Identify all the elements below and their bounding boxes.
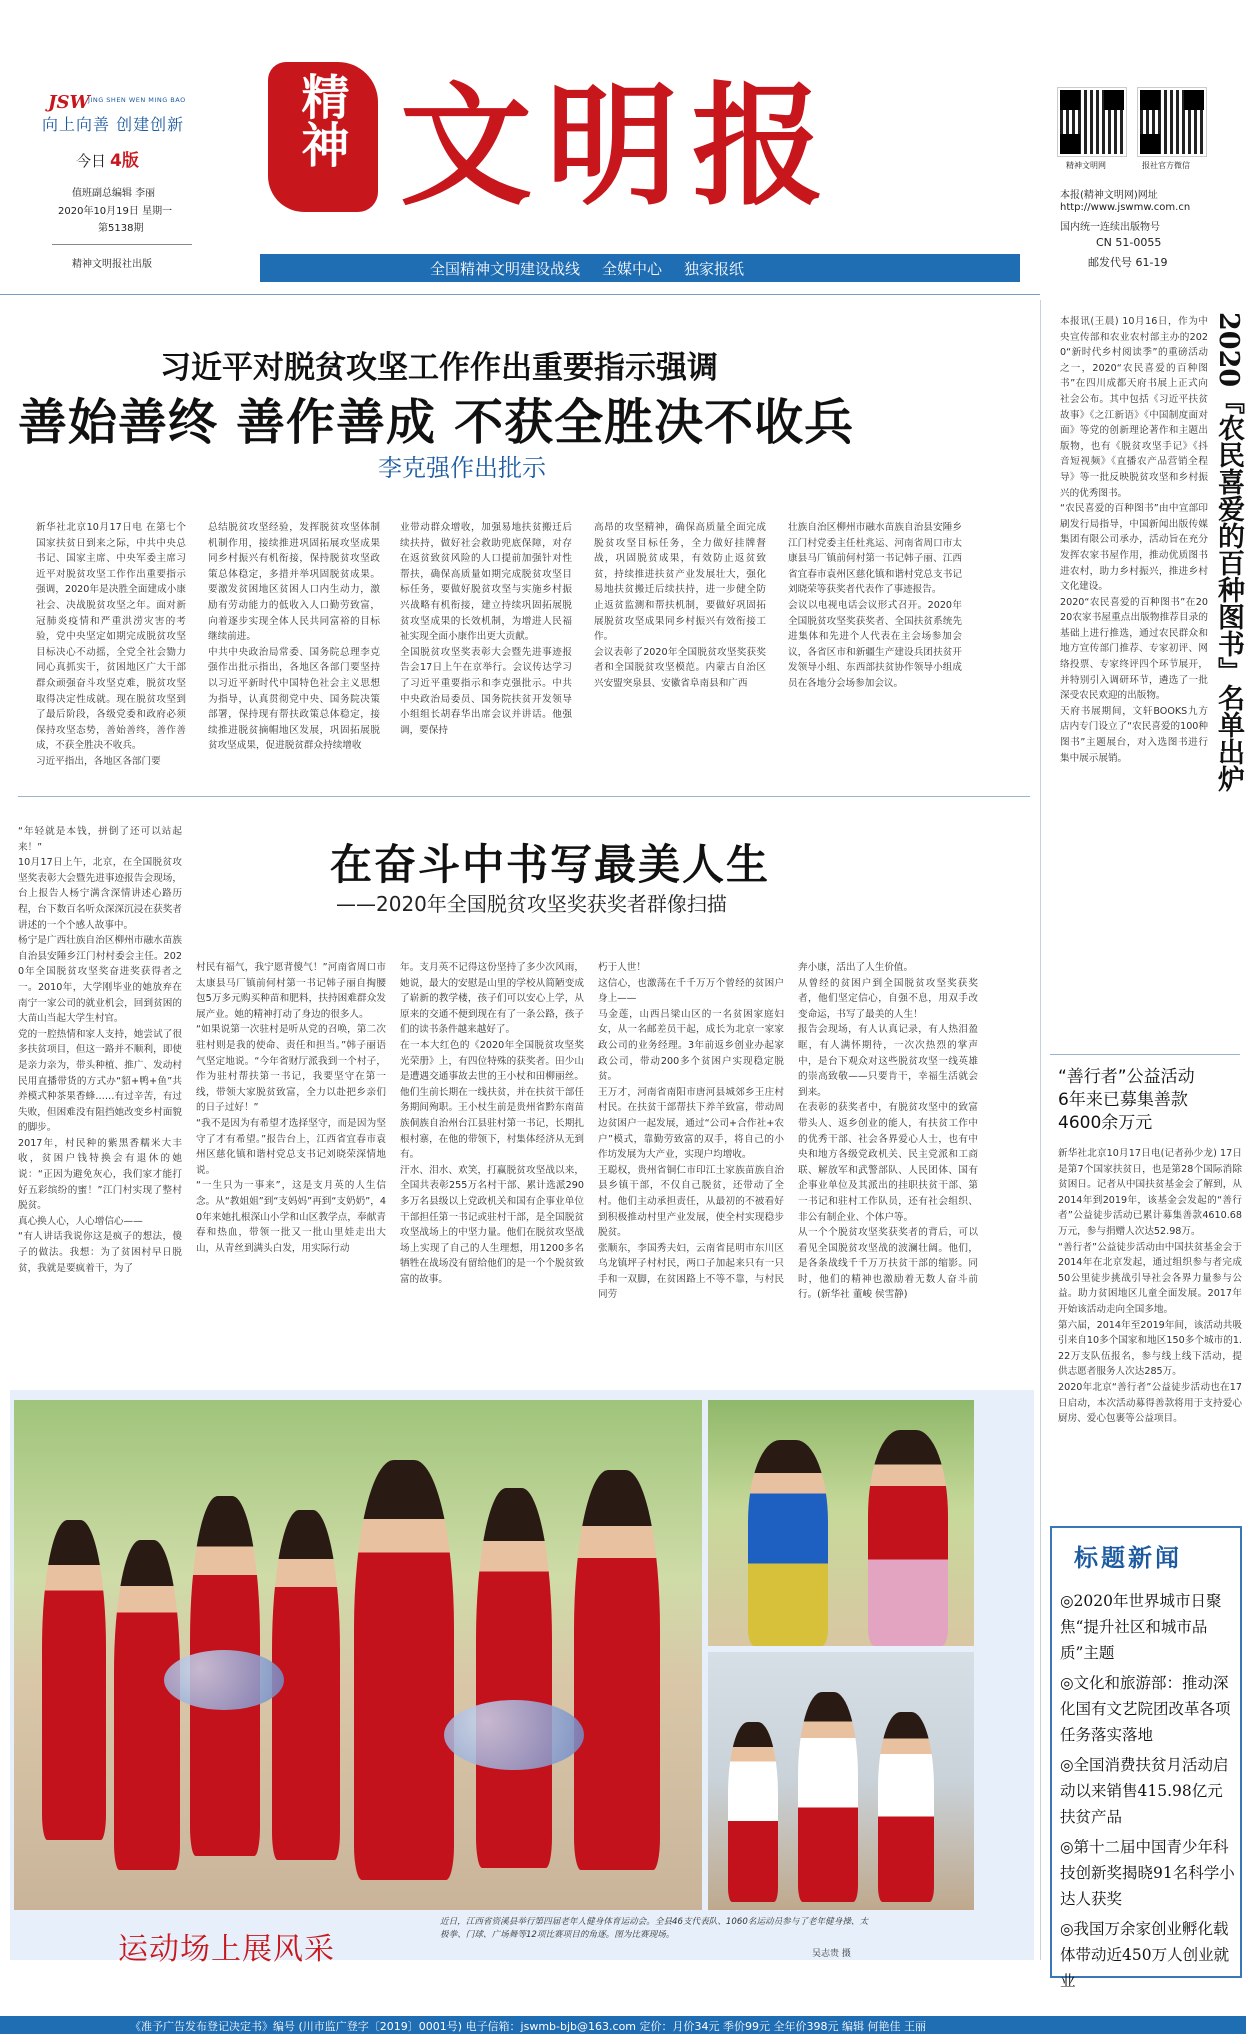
feature-column-2: 年。支月英不记得这份坚持了多少次风雨，她说，最大的安慰是山里的学校从简陋变成了崭新的教学楼，孩子们可以安心上学，从原来的交通不便到现在有了一条公路，孩子们的读书条件越来越好了。 在一本大红色的《2020年全国脱贫攻坚奖光荣册》上，有四位特殊的获奖者。田少山是遭遇交通事故去世的王小杖和田柳丽丝。他们生前长期在一线扶贫，并在扶贫干部任务期间殉职。王小杖生前是贵州省黔东南苗族侗族自治州台江县驻村第一书记，长期扎根村寨，在他的带领下，村集体经济从无到有。 汗水、泪水、欢笑，打赢脱贫攻坚战以来，全国共表彰255万名村干部、累计选派290多万名县级以上党政机关和国有企事业单位干部担任第一书记或驻村干部，是全国脱贫攻坚战场上的中坚力量。他们在脱贫攻坚战场上实现了自己的人生理想，用1200多名牺牲在战场没有留给他们的是一个个脱贫致富的故事。 (400, 962, 584, 1285)
lead-kicker: 习近平对脱贫攻坚工作作出重要指示强调 (160, 350, 718, 386)
brief-item[interactable]: ◎2020年世界城市日聚焦“提升社区和城市品质”主题 (1060, 1592, 1222, 1662)
cn-label: 国内统一连续出版物号 (1060, 222, 1160, 233)
qr-caption-website: 精神文明网 (1066, 161, 1106, 170)
briefs-heading: 标题新闻 (1074, 1543, 1182, 1572)
feature-column-3: 朽于人世！ 这信心，也激荡在千千万万个曾经的贫困户身上—— 马金莲，山西吕梁山区的一名贫困家庭妇女，从一名邮差员干起，成长为北京一家家政公司的业务经理。3年前返乡创业办起家政公司，带动200多个贫困户实现稳定脱贫。 王万才，河南省南阳市唐河县城郊乡王庄村村民。在扶贫干部帮扶下养羊致富，带动周边贫困户一起发展，通过“公司+合作社+农户”模式，靠勤劳致富的双手，将自己的小作坊发展为大产业，实现户均增收。 王聪权，贵州省铜仁市印江土家族苗族自治县乡镇干部，不仅自己脱贫，还带动了全村。他们主动承担责任，从最初的不被看好到积极推动村里产业发展，使全村实现稳步脱贫。 张顺东，李国秀夫妇，云南省昆明市东川区乌龙镇坪子村村民，两口子加起来只有一只手和一双脚，在贫困路上不等不靠，与村民同劳 (598, 962, 784, 1301)
feature-subhead: ——2020年全国脱贫攻坚奖获奖者群像扫描 (336, 892, 727, 916)
newspaper-title: 文明报 (400, 69, 838, 224)
dancer-figure (728, 1722, 778, 1902)
lead-column-3: 业带动群众增收，加强易地扶贫搬迁后续扶持，做好社会救助兜底保障，对存在返贫致贫风险的人口提前加强针对性帮扶，确保高质量如期完成脱贫攻坚目标任务，要做好脱贫攻坚与实施乡村振兴战略有机衔接，建立持续巩固拓展脱贫攻坚成果的长效机制，为增进人民福祉实现全面小康作出更大贡献。 全国脱贫攻坚奖表彰大会暨先进事迹报告会17日上午在京举行。会议传达学习了习近平重要指示和李克强批示。中共中央政治局委员、国务院扶贫开发领导小组组长胡春华出席会议并讲话。他强调，要保持 (400, 522, 572, 736)
site-label: 本报(精神文明网)网址 (1060, 190, 1158, 201)
photo-bottom-right (708, 1652, 974, 1910)
nav-items (430, 258, 744, 279)
qr-code-wechat (1138, 88, 1206, 156)
masthead-rule-left (52, 244, 192, 245)
photo-caption: 近日，江西省资溪县举行第四届老年人健身体育运动会。全县46支代表队、1060名运动员参与了老年健身操、太极拳、门球、广场舞等12项比赛项目的角逐。图为比赛现场。 (440, 1917, 869, 1940)
sidebar-divider (1040, 300, 1041, 1960)
dancer-figure (868, 1430, 948, 1646)
sidebar-divider-1 (1050, 1054, 1240, 1055)
nav-item-media[interactable]: 全媒中心 (602, 260, 663, 278)
brief-item[interactable]: ◎文化和旅游部：推动深化国有文艺院团改革各项任务落实落地 (1060, 1674, 1231, 1744)
sidebar-mid-headline: “善行者”公益活动 6年来已募集善款 4600余万元 (1058, 1067, 1195, 1133)
footer-text: 《准予广告发布登记决定书》编号 (川市监广登字〔2019〕0001号) 电子信箱：jswmb-bjb@163.com 定价：月价34元 季价99元 全年价398元 编辑 何艳佳 王丽 (130, 2020, 926, 2033)
masthead (0, 0, 1246, 290)
feature-column-4: 奔小康，活出了人生价值。 从曾经的贫困户到全国脱贫攻坚奖获奖者，他们坚定信心，自强不息，用双手改变命运，书写了最美的人生！ 报告会现场，有人认真记录，有人热泪盈眶，有人满怀期待，一次次热烈的掌声中，是台下观众对这些脱贫攻坚一线英雄的崇高致敬——只要肯干，幸福生活就会到来。 在表彰的获奖者中，有脱贫攻坚中的致富带头人、返乡创业的能人，有扶贫工作中的优秀干部、社会各界爱心人士，也有中央和地方各级党政机关、民主党派和工商联、解放军和武警部队、人民团体、国有企事业单位及其派出的挂职扶贫干部、第一书记和驻村工作队员，还有社会组织、非公有制企业、个体户等。 从一个个脱贫攻坚奖获奖者的背后，可以看见全国脱贫攻坚战的波澜壮阔。他们，是各条战线千千万万扶贫干部的缩影。同时，他们的精神也激励着无数人奋斗前行。(新华社 董峻 侯雪静) (798, 962, 978, 1301)
feature-column-1: 村民有福气，我宁愿背傻气！”河南省周口市太康县马厂镇前何村第一书记韩子丽自掏腰包5万多元购买种苗和肥料，扶持困难群众发展产业。她的精神打动了身边的很多人。 “如果说第一次驻村是听从党的召唤，第二次驻村则是我的使命、责任和担当。”韩子丽语气坚定地说。“今年省财厅派我到一个村子，作为驻村帮扶第一书记，我要坚守在第一线，带领大家脱贫致富，全力以赴把乡亲们的日子过好！” “我不是因为有希望才选择坚守，而是因为坚守了才有希望。”报告台上，江西省宜春市袁州区慈化镇和谐村党总支书记刘晓荣深情地说。 “一生只为一事来”，这是支月英的人生信念。从“教姐姐”到“支妈妈”再到“支奶奶”，40年来她扎根深山小学和山区教学点，奉献青春和热血，带领一批又一批山里娃走出大山，从青丝到满头白发，用实际行动 (196, 962, 386, 1254)
cn-number: CN 51-0055 (1096, 236, 1162, 249)
dancer-figure (114, 1540, 180, 1870)
photo-credit: 吴志贵 摄 (812, 1949, 851, 1959)
photo-title: 运动场上展风采 (118, 1932, 335, 1967)
lead-column-1: 新华社北京10月17日电 在第七个国家扶贫日到来之际，中共中央总书记、国家主席、中央军委主席习近平对脱贫攻坚工作作出重要指示强调，2020年是决胜全面建成小康社会、决战脱贫攻坚之年。面对新冠肺炎疫情和严重洪涝灾害的考验，党中央坚定如期完成脱贫攻坚目标决心不动摇，全党全社会勠力同心真抓实干，贫困地区广大干部群众顽强奋斗攻坚克难，脱贫攻坚取得决定性成就。现在脱贫攻坚到了最后阶段，各级党委和政府必须保持攻坚态势，善始善终，善作善成，不获全胜决不收兵。 习近平指出，各地区各部门要 (36, 522, 186, 767)
page-count: 4版 (110, 151, 139, 171)
today-pages (76, 146, 139, 171)
briefs-list (1060, 1588, 1238, 1998)
issue-number: 第5138期 (98, 223, 144, 234)
lead-column-5: 壮族自治区柳州市融水苗族自治县安陲乡江门村党委主任杜兆运、河南省周口市太康县马厂镇前何村第一书记韩子丽、江西省宜春市袁州区慈化镇和谐村党总支书记刘晓荣等获奖者代表作了事迹报告。 会议以电视电话会议形式召开。2020年全国脱贫攻坚奖获奖者、全国扶贫系统先进集体和先进个人代表在主会场参加会议，各省区市和新疆生产建设兵团扶贫开发领导小组、东西部扶贫协作领导小组成员在各地分会场参加会议。 (788, 522, 962, 689)
sidebar-top-vertical-title: 2020『农民喜爱的百种图书』名单出炉 (1213, 312, 1244, 793)
feature-headline: 在奋斗中书写最美人生 (330, 840, 771, 889)
sidebar-top-text: 本报讯(王晨) 10月16日，作为中央宣传部和农业农村部主办的2020“新时代乡村阅读季”的重磅活动之一，2020“农民喜爱的百种图书”在四川成都天府书展上正式向社会公布。其中包括《习近平扶贫故事》《之江新语》《中国制度面对面》等党的创新理论著作和主题出版物，也有《脱贫攻坚手记》《抖音短视频》《直播农产品营销全程导》等一批反映脱贫攻坚和乡村振兴的优秀图书。 “农民喜爱的百种图书”由中宣部印刷发行局指导，中国新闻出版传媒集团有限公司承办，活动旨在充分发挥农家书屋作用，推动优质图书进农村，助力乡村振兴，推进乡村文化建设。 2020“农民喜爱的百种图书”在2020农家书屋重点出版物推荐目录的基础上进行推选，通过农民群众和地方宣传部门推荐、专家初评、网络投票、专家终评四个环节展开，并特别引入调研环节，遴选了一批深受农民欢迎的出版物。 天府书展期间，文轩BOOKS九方店内专门设立了“农民喜爱的100种图书”主题展台，对入选图书进行集中展示展销。 (1060, 316, 1208, 764)
site-url[interactable]: http://www.jswmw.com.cn (1060, 202, 1191, 213)
fan-prop (444, 1700, 584, 1770)
dancer-figure (798, 1692, 858, 1902)
lead-column-2: 总结脱贫攻坚经验，发挥脱贫攻坚体制机制作用，接续推进巩固拓展攻坚成果同乡村振兴有机衔接，保持脱贫攻坚政策总体稳定，多措并举巩固脱贫成果。要激发贫困地区贫困人口内生动力，激励有劳动能力的低收入人口勤劳致富，向着逐步实现全体人民共同富裕的目标继续前进。 中共中央政治局常委、国务院总理李克强作出批示指出，各地区各部门要坚持以习近平新时代中国特色社会主义思想为指导，认真贯彻党中央、国务院决策部署，保持现有帮扶政策总体稳定，接续推进脱贫摘帽地区发展，巩固拓展脱贫攻坚成果，促进脱贫群众持续增收 (208, 522, 380, 752)
publisher: 精神文明报社出版 (72, 259, 152, 270)
fan-prop (164, 1650, 284, 1710)
editor-line: 值班副总编辑 李丽 (72, 188, 156, 199)
sidebar-mid-text: 新华社北京10月17日电(记者孙少龙) 17日是第7个国家扶贫日，也是第28个国际消除贫困日。记者从中国扶贫基金会了解到，从2014年到2019年，该基金会发起的“善行者”公益徒步活动已累计募集善款4610.68万元，参与捐赠人次达52.98万。 “善行者”公益徒步活动由中国扶贫基金会于2014年在北京发起，通过组织参与者完成50公里徒步挑战引导社会各界力量参与公益。助力贫困地区儿童全面发展。2017年开始该活动走向全国多地。 第六届，2014年至2019年间，该活动共吸引来自10多个国家和地区150多个城市的1.22万支队伍报名，参与线上线下活动，提供志愿者服务人次达285万。 2020年北京“善行者”公益徒步活动也在17日启动，本次活动募得善款将用于支持爱心厨房、爱心包裹等公益项目。 (1058, 1148, 1242, 1425)
qr-caption-wechat: 报社官方微信 (1142, 161, 1190, 170)
logo-mark: JSW (48, 92, 90, 113)
dancer-figure (574, 1470, 660, 1870)
photo-top-right (708, 1400, 974, 1646)
lead-column-4: 高昂的攻坚精神，确保高质量全面完成脱贫攻坚目标任务，全力做好挂牌督战，巩固脱贫成果，有效防止返贫致贫，持续推进扶贫产业发展壮大，强化易地扶贫搬迁后续扶持，进一步健全防止返贫监测和帮扶机制，要做好巩固拓展脱贫攻坚成果同乡村振兴有效衔接工作。 会议表彰了2020年全国脱贫攻坚奖获奖者和全国脱贫攻坚模范。内蒙古自治区兴安盟突泉县、安徽省阜南县和广西 (594, 522, 766, 689)
post-code: 邮发代号 61-19 (1088, 256, 1168, 269)
lead-deck: 李克强作出批示 (378, 454, 546, 482)
dancer-figure (476, 1488, 552, 1868)
lead-divider (18, 796, 1030, 797)
nav-item-front[interactable]: 全国精神文明建设战线 (430, 260, 581, 278)
brief-item[interactable]: ◎第十二届中国青少年科技创新奖揭晓91名科学小达人获奖 (1060, 1838, 1235, 1908)
lead-headline: 善始善终 善作善成 不获全胜决不收兵 (18, 393, 855, 451)
today-label: 今日 (76, 152, 107, 170)
issue-date: 2020年10月19日 星期一 (58, 206, 173, 217)
masthead-divider (0, 294, 1040, 295)
dancer-figure (748, 1440, 828, 1646)
title-seal-text: 精神 (293, 72, 349, 168)
dancer-figure (42, 1520, 106, 1840)
feature-intro: “年轻就是本钱，拼倒了还可以站起来！” 10月17日上午，北京，在全国脱贫攻坚奖表彰大会暨先进事迹报告会现场，台上报告人杨宁满含深情讲述心路历程，台下数百名听众深深沉浸在获奖者讲述的一个个感人故事中。 杨宁是广西壮族自治区柳州市融水苗族自治县安陲乡江门村村委会主任。2020年全国脱贫攻坚奖奋进奖获得者之一。2010年，大学刚毕业的她放弃在南宁一家公司的就业机会，回到贫困的大苗山当起大学生村官。 党的一腔热情和家人支持，她尝试了很多扶贫项目，但这一路并不顺利，即使是亲力亲为，带头种植、推广、发动村民用直播带货的方式办“貂+鸭+鱼”共养模式种茶果香蜂……有过辛苦，有过失败，但困难没有阻挡她改变乡村面貌的脚步。 2017年，村民种的紫黑香糯米大丰收，贫困户钱特换会有退休的她说：“正因为避免灰心，我们家才能打好五彩缤纷的蜜！”江门村实现了整村脱贫。 真心换人心，人心增信心—— “有人讲话我说你这是疯子的想法，傻子的做法。我想：为了贫困村早日脱贫，我就是要疯着干，为了 (18, 826, 182, 1274)
qr-code-website (1058, 88, 1126, 156)
nav-item-exclusive[interactable]: 独家报纸 (684, 260, 745, 278)
brief-item[interactable]: ◎我国万余家创业孵化载体带动近450万人创业就业 (1060, 1920, 1230, 1990)
slogan: 向上向善 创建创新 (42, 115, 185, 134)
pinyin-label: JING SHEN WEN MING BAO (88, 96, 186, 104)
main-photo (14, 1400, 702, 1910)
brief-item[interactable]: ◎全国消费扶贫月活动启动以来销售415.98亿元扶贫产品 (1060, 1756, 1229, 1826)
dancer-figure (878, 1712, 934, 1902)
dancer-figure (354, 1460, 454, 1880)
